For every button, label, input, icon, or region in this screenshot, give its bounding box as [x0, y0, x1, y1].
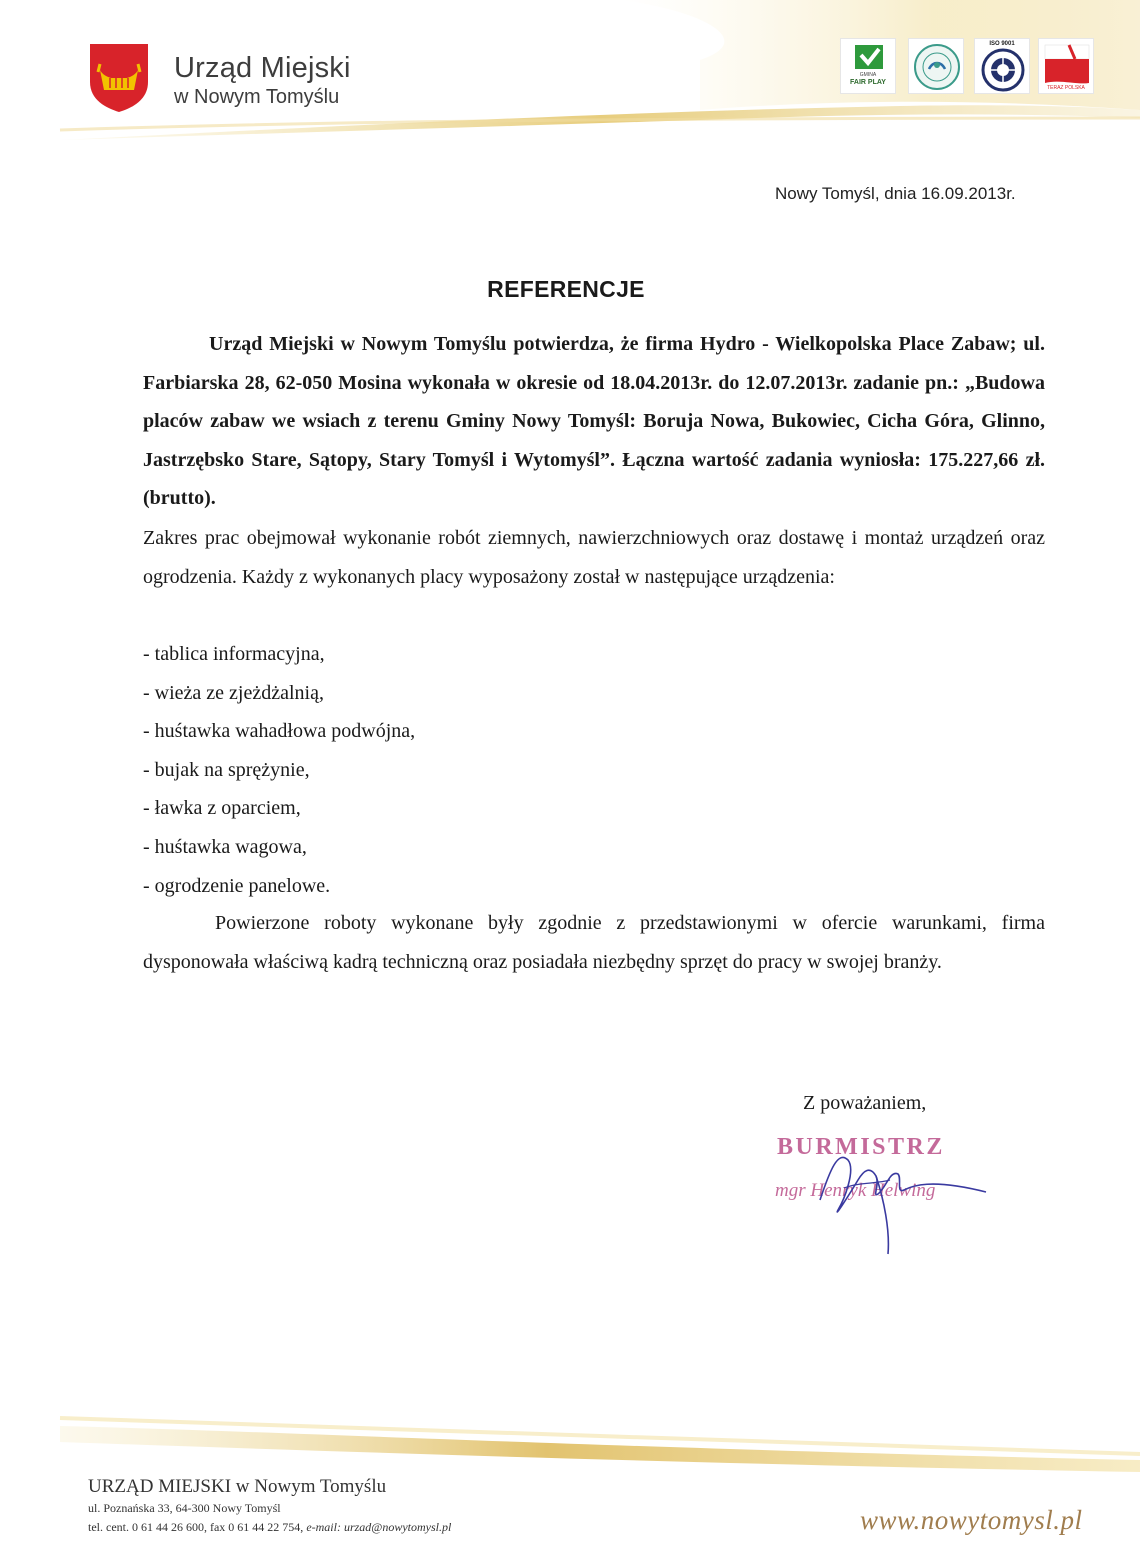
office-name-line1: Urząd Miejski [174, 52, 351, 84]
footer-address: ul. Poznańska 33, 64-300 Nowy Tomyśl [88, 1501, 281, 1515]
gmina-fair-play-badge [840, 38, 896, 94]
equipment-list [143, 635, 415, 905]
office-name [174, 52, 351, 110]
badge-caption: FAIR PLAY [850, 79, 886, 86]
header-wave-decoration [0, 0, 1140, 160]
document-date: Nowy Tomyśl, dnia 16.09.2013r. [775, 184, 1016, 203]
scope-paragraph: Zakres prac obejmował wykonanie robót ziemnych, nawierzchniowych oraz dostawę i montaż urządzeń oraz ogrodzenia. Każdy z wykonanych placy wyposażony został w następujące urządzenia: [143, 527, 1045, 588]
teraz-polska-badge [1038, 38, 1094, 94]
handwritten-signature [760, 1130, 1000, 1260]
intro-paragraph: Urząd Miejski w Nowym Tomyślu potwierdza, że firma Hydro - Wielkopolska Place Zabaw; ul. Farbiarska 28, 62-050 Mosina wykonała w okresie od 18.04.2013r. do 12.07.2013r. zadanie pn.: „Budowa placów zabaw we wsiach z terenu Gminy Nowy Tomyśl: Boruja Nowa, Bukowiec, Cicha Góra, Glinno, Jastrzębsko Stare, Sątopy, Stary Tomyśl i Wytomyśl”. Łączna wartość zadania wyniosła: 175.227,66 zł. (brutto). [143, 333, 1045, 510]
list-item: - huśtawka wagowa, [143, 835, 307, 858]
regards-text: Z poważaniem, [803, 1092, 927, 1114]
round-seal-icon [909, 39, 965, 95]
footer-office-name: URZĄD MIEJSKI w Nowym Tomyślu [88, 1476, 387, 1497]
list-item: - huśtawka wahadłowa podwójna, [143, 720, 416, 743]
document-title: REFERENCJE [487, 276, 645, 302]
stamp-name: mgr Henryk Helwing [775, 1180, 936, 1201]
badge-caption: ISO 9001 [989, 41, 1015, 47]
round-seal-badge [908, 38, 964, 94]
iso-certificate-badge [974, 38, 1030, 94]
stamp-title: BURMISTRZ [777, 1134, 945, 1160]
list-item: - ogrodzenie panelowe. [143, 874, 331, 897]
list-item: - bujak na sprężynie, [143, 758, 310, 781]
badge-caption: TERAZ POLSKA [1047, 85, 1085, 91]
gmina-fair-play-icon [841, 39, 897, 95]
letterhead [0, 0, 1140, 160]
list-item: - wieża ze zjeżdżalnią, [143, 681, 324, 704]
city-crest-icon [88, 42, 150, 114]
footer-contact [88, 1520, 451, 1535]
office-name-line2: w Nowym Tomyślu [174, 86, 340, 108]
list-item: - tablica informacyjna, [143, 643, 325, 665]
closing-paragraph: Powierzone roboty wykonane były zgodnie z przedstawionymi w ofercie warunkami, firma dysponowała właściwą kadrą techniczną oraz posiadała niezbędny sprzęt do pracy w swojej branży. [143, 912, 1045, 973]
footer-email[interactable]: e-mail: urzad@nowytomysl.pl [306, 1520, 452, 1534]
footer-website-link[interactable]: www.nowytomysl.pl [860, 1505, 1083, 1535]
list-item: - ławka z oparciem, [143, 797, 301, 820]
badge-caption-small: GMINA [859, 72, 877, 78]
iso-certificate-icon [975, 39, 1031, 95]
footer-phones: tel. cent. 0 61 44 26 600, fax 0 61 44 22 754, [88, 1520, 307, 1534]
